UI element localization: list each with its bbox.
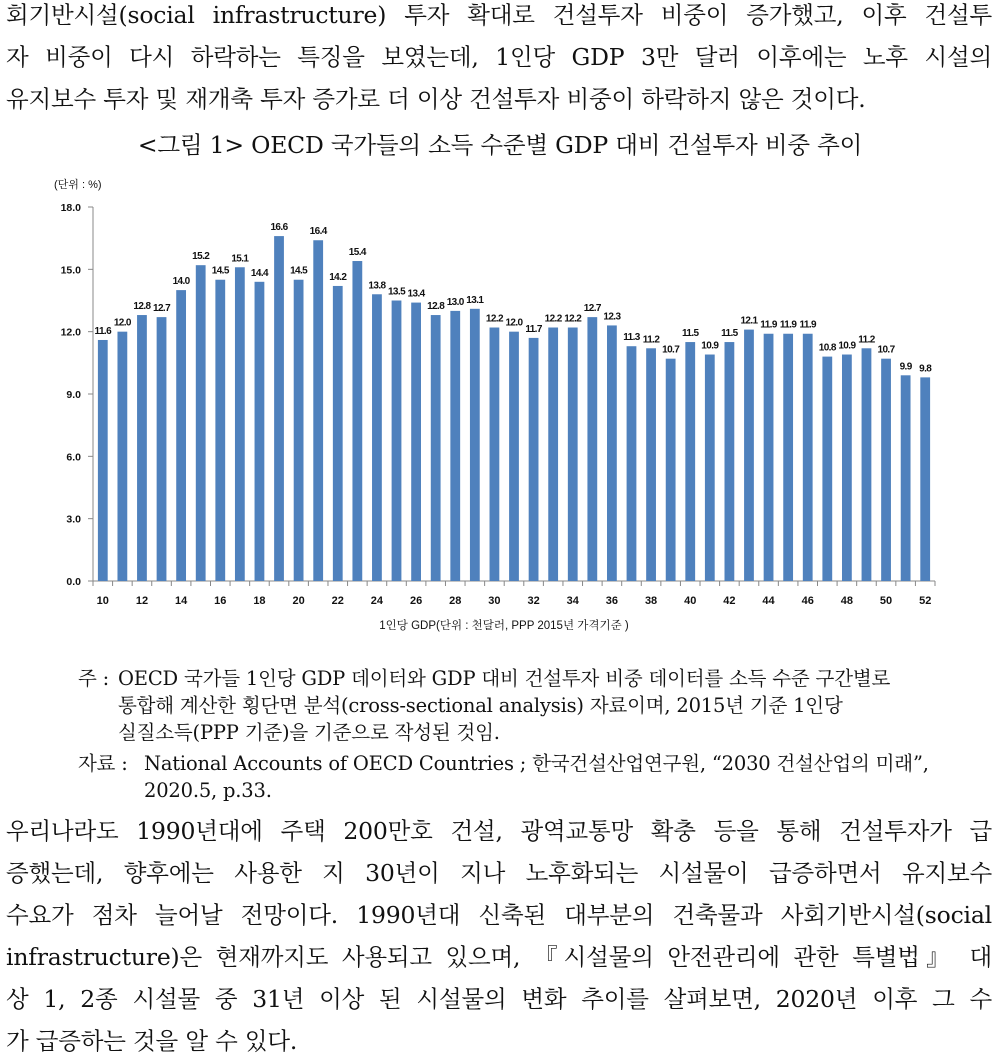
bar [744,330,754,581]
bar-data-label: 14.0 [172,276,190,288]
x-tick-label: 26 [409,595,423,607]
bar [470,309,480,581]
intro-paragraph [6,0,992,120]
y-tick-label: 9.0 [66,389,81,401]
bar-data-label: 16.6 [270,222,288,234]
x-tick-label: 46 [801,595,814,607]
bar [392,301,402,582]
bar-data-label: 12.8 [133,301,151,313]
bar-data-label: 13.5 [387,286,406,298]
bar-data-label: 14.2 [329,271,347,283]
bar [862,348,872,581]
bar [450,311,460,581]
bar [529,338,539,581]
bar-data-label: 9.8 [919,363,932,375]
bar [431,315,441,581]
bar [646,348,656,581]
bar [587,317,597,581]
y-tick-label: 3.0 [66,513,81,526]
bar-data-label: 11.9 [799,319,816,331]
body-paragraph [6,810,992,1062]
paragraph-line: 가 급증하는 것을 알 수 있다. [6,1027,298,1055]
bar-data-label: 12.0 [113,317,131,329]
bar [764,334,774,581]
paragraph-line: 수요가 점차 늘어날 전망이다. 1990년대 신축된 대부분의 건축물과 사회기반시설(social [6,901,992,929]
source-label: 자료 : [78,752,128,775]
paragraph-line: 자 비중이 다시 하락하는 특징을 보였는데, 1인당 GDP 3만 달러 이후에는 노후 시설의 [6,43,992,71]
bar-data-label: 15.1 [231,253,249,265]
bar-data-label: 11.6 [94,325,112,337]
bar [255,282,265,581]
bar [548,328,558,581]
bar-data-label: 12.0 [505,317,523,329]
bar-data-label: 10.7 [877,344,895,356]
x-tick-label: 32 [527,595,540,607]
bar [235,267,245,581]
bar-data-label: 14.5 [290,265,308,277]
bar [607,325,617,581]
bar-data-label: 12.7 [583,303,601,315]
bar [901,375,911,581]
bar [411,303,421,581]
bar [313,240,323,581]
bar-data-label: 13.4 [407,288,425,300]
x-tick-label: 16 [214,595,227,607]
x-tick-label: 36 [605,595,619,607]
y-tick-label: 18.0 [60,202,81,214]
bar-data-label: 13.8 [368,280,386,292]
bar [274,236,284,581]
x-tick-label: 44 [762,595,775,607]
paragraph-line: infrastructure)은 현재까지도 사용되고 있으며, 『시설물의 안전관리에 관한 특별법』 대 [6,943,992,971]
unit-label: (단위 : %) [54,179,102,191]
bar [685,342,695,581]
bar-data-label: 10.9 [701,340,719,352]
bar [822,357,832,581]
y-tick-label: 15.0 [60,264,81,277]
bar-chart [40,168,960,648]
bar [372,294,382,581]
bar-data-label: 11.9 [760,319,777,331]
bar [352,261,362,581]
bar [725,342,735,581]
paragraph-line: 증했는데, 향후에는 사용한 지 30년이 지나 노후화되는 시설물이 급증하면서 유지보수 [6,859,992,887]
bar-data-label: 12.8 [427,301,445,313]
bar-data-label: 12.1 [740,315,758,327]
bar-data-label: 11.5 [681,328,699,340]
bar [196,265,206,581]
x-tick-label: 40 [684,595,697,607]
bar-data-label: 10.8 [818,342,836,354]
bar-data-label: 14.5 [211,265,229,277]
bar-data-label: 11.9 [779,319,797,331]
bar [157,317,167,581]
bar-data-label: 12.3 [603,311,621,323]
y-tick-label: 12.0 [60,326,81,339]
bar-data-label: 13.1 [466,294,484,306]
bar [783,334,793,581]
bar [920,377,930,581]
bar [705,355,715,581]
figure-title: <그림 1> OECD 국가들의 소득 수준별 GDP 대비 건설투자 비중 추이 [137,131,863,159]
bar [627,346,637,581]
bar-data-label: 15.4 [348,247,366,259]
bar [137,315,147,581]
bar-data-label: 14.4 [250,267,268,279]
chart-svg [40,168,960,648]
x-tick-label: 50 [879,595,893,607]
bar-data-label: 16.4 [309,226,327,238]
bar-data-label: 13.0 [446,296,464,308]
x-tick-label: 52 [919,595,932,607]
bar-data-label: 12.2 [485,313,503,325]
x-tick-label: 34 [566,595,579,607]
bar-data-label: 11.2 [858,334,875,346]
bar-data-label: 10.7 [662,344,680,356]
bar-data-label: 10.9 [838,340,856,352]
x-tick-label: 14 [174,595,188,607]
bar [803,334,813,581]
bar-data-label: 12.2 [564,313,582,325]
paragraph-line: 상 1, 2종 시설물 중 31년 이상 된 시설물의 변화 추이를 살펴보면, 2020년 이후 그 수 [6,985,992,1013]
bar-data-label: 9.9 [899,361,912,373]
x-tick-label: 22 [331,595,344,607]
y-tick-label: 6.0 [66,451,81,464]
bar-data-label: 11.2 [642,334,660,346]
x-tick-label: 28 [449,595,462,607]
bar [666,359,676,581]
bar [176,290,186,581]
bar [509,332,519,581]
y-tick-label: 0.0 [66,576,81,588]
x-tick-label: 18 [253,595,266,607]
source-line: 2020.5, p.33. [144,779,272,802]
bar [215,280,225,581]
paragraph-line: 유지보수 투자 및 재개축 투자 증가로 더 이상 건설투자 비중이 하락하지 않은 것이다. [6,85,866,113]
bar [294,280,304,581]
source-line: National Accounts of OECD Countries ; 한국건설산업연구원, “2030 건설산업의 미래”, [144,752,929,775]
bar [117,332,127,581]
bar [490,328,500,581]
bar-data-label: 11.5 [721,328,738,340]
bar [333,286,343,581]
x-tick-label: 38 [644,595,658,607]
note-label: 주 : [78,667,110,690]
note-line: OECD 국가들 1인당 GDP 데이터와 GDP 대비 건설투자 비중 데이터를 소득 수준 구간별로 [118,667,891,690]
bar-data-label: 12.7 [152,303,171,315]
x-tick-label: 24 [370,595,384,607]
x-axis-title: 1인당 GDP(단위 : 천달러, PPP 2015년 가격기준 ) [379,620,629,632]
bar-data-label: 11.7 [525,323,542,335]
x-tick-label: 30 [488,595,501,607]
bar-data-label: 15.2 [192,251,210,263]
bar [98,340,108,581]
bar [568,328,578,581]
x-tick-label: 12 [135,595,149,607]
bar [842,355,852,581]
x-tick-label: 48 [840,595,854,607]
x-tick-label: 20 [292,595,305,607]
paragraph-line: 회기반시설(social infrastructure) 투자 확대로 건설투자 비중이 증가했고, 이후 건설투 [6,1,992,29]
bar [881,359,891,581]
note-line: 실질소득(PPP 기준)을 기준으로 작성된 것임. [118,721,500,744]
paragraph-line: 우리나라도 1990년대에 주택 200만호 건설, 광역교통망 확충 등을 통해 건설투자가 급 [6,817,992,845]
x-tick-label: 42 [723,595,736,607]
bar-data-label: 11.3 [623,332,640,344]
note-line: 통합해 계산한 횡단면 분석(cross-sectional analysis) 자료이며, 2015년 기준 1인당 [118,694,843,717]
x-tick-label: 10 [96,595,109,607]
bar-data-label: 12.2 [544,313,562,325]
